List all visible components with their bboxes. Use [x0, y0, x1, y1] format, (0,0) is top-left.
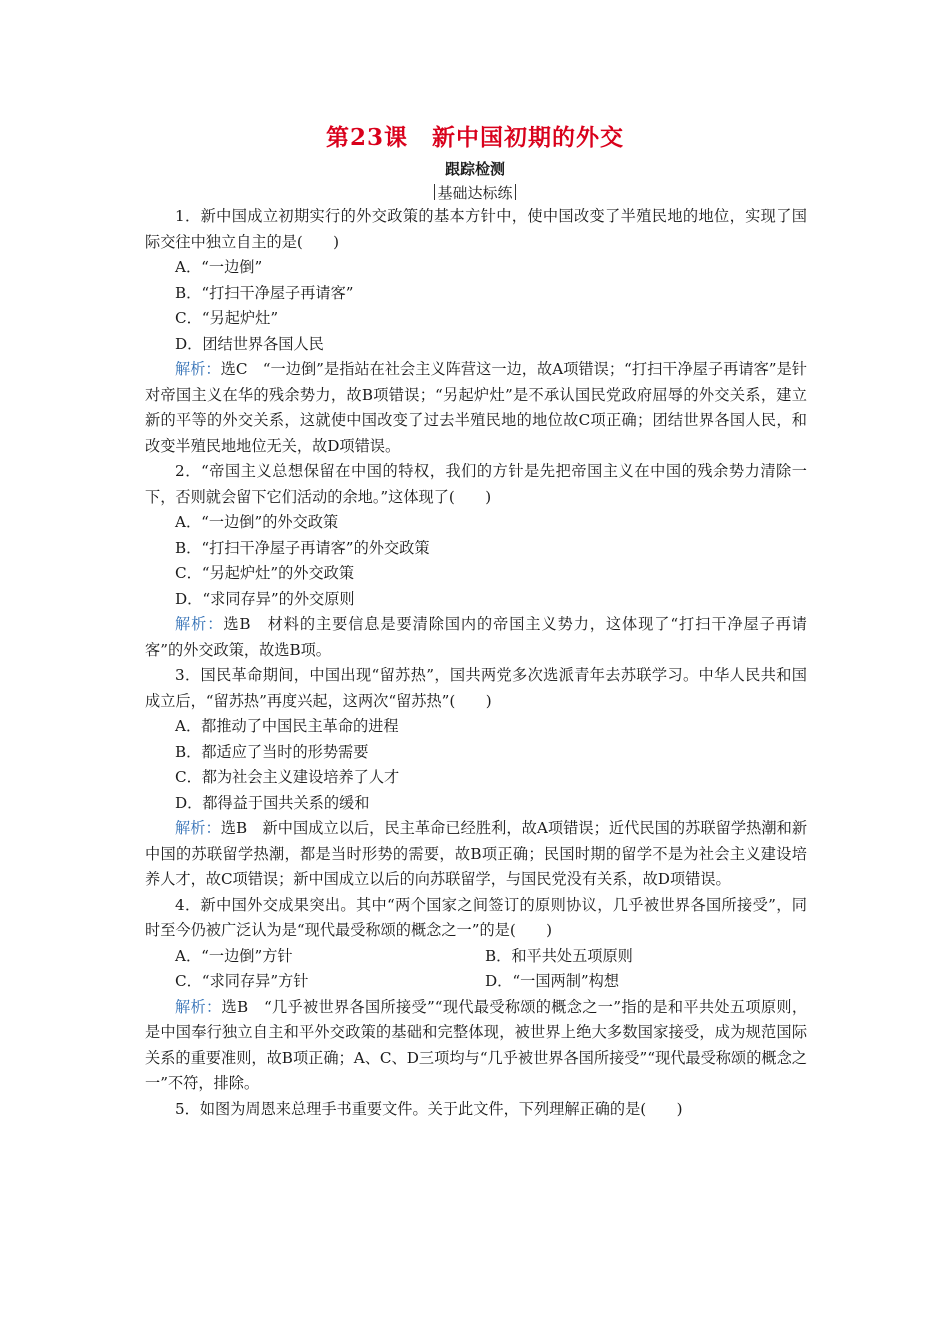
question-5-stem: 5．如图为周恩来总理手书重要文件。关于此文件，下列理解正确的是( ): [175, 1099, 683, 1118]
analysis-label: 解析：: [175, 615, 224, 633]
analysis-label: 解析：: [175, 819, 221, 837]
question-4-options-row-1: [145, 944, 807, 970]
question-2-option-d: D．“求同存异”的外交原则: [175, 589, 355, 608]
question-2-analysis: [145, 612, 807, 663]
question-4-option-d: D．“一国两制”构想: [485, 972, 620, 990]
question-3-analysis-text: 选B 新中国成立以后，民主革命已经胜利，故A项错误；近代民国的苏联留学热潮和新中国的苏联留学热潮，都是当时形势的需要，故B项正确；民国时期的留学不是为社会主义建设培养人才，故C项错误；新中国成立以后的向苏联留学，与国民党没有关系，故D项错误。: [145, 819, 808, 888]
question-4-options-row-2: [145, 969, 807, 995]
question-1-analysis-text: 选C “一边倒”是指站在社会主义阵营这一边，故A项错误；“打扫干净屋子再请客”是针对帝国主义在华的残余势力，故B项错误；“另起炉灶”是不承认国民党政府屈辱的外交关系，建立新的平等的外交关系，这就使中国改变了过去半殖民地的地位故C项正确；团结世界各国人民，和改变半殖民地地位无关，故D项错误。: [145, 360, 807, 455]
question-2-option-b: B．“打扫干净屋子再请客”的外交政策: [175, 538, 430, 557]
question-1-option-b: B．“打扫干净屋子再请客”: [175, 283, 354, 302]
question-4-analysis: [145, 995, 807, 1097]
question-2-option-a: A．“一边倒”的外交政策: [175, 513, 339, 531]
question-4-analysis-text: 选B “几乎被世界各国所接受”“现代最受称颂的概念之一”指的是和平共处五项原则，是中国奉行独立自主和平外交政策的基础和完整体现，被世界上绝大多数国家接受，成为规范国际关系的重要准则，故B项正确；A、C、D三项均与“几乎被世界各国所接受”“现代最受称颂的概念之一”不符，排除。: [145, 997, 808, 1092]
question-3-analysis: [145, 816, 807, 893]
question-3-option-a: A．都推动了中国民主革命的进程: [175, 717, 399, 735]
question-1-analysis: [145, 357, 807, 459]
question-3-option-d: D．都得益于国共关系的缓和: [175, 793, 370, 812]
question-1-option-c: C．“另起炉灶”: [175, 309, 279, 327]
question-1-stem: 1．新中国成立初期实行的外交政策的基本方针中，使中国改变了半殖民地的地位，实现了国际交往中独立自主的是( ): [145, 207, 807, 251]
section-label-text: 基础达标练: [437, 184, 513, 202]
question-3-stem: 3．国民革命期间，中国出现“留苏热”，国共两党多次选派青年去苏联学习。中华人民共和国成立后，“留苏热”再度兴起，这两次“留苏热”( ): [145, 666, 807, 710]
question-4-option-b: B．和平共处五项原则: [485, 946, 633, 965]
question-1-option-a: A．“一边倒”: [175, 258, 263, 276]
question-2-option-c: C．“另起炉灶”的外交政策: [175, 564, 355, 582]
section-bar-right: [515, 184, 516, 200]
section-bar-left: [434, 184, 435, 200]
question-3-option-c: C．都为社会主义建设培养了人才: [175, 768, 400, 786]
question-1-option-d: D．团结世界各国人民: [175, 334, 324, 353]
question-2-stem: 2．“帝国主义总想保留在中国的特权，我们的方针是先把帝国主义在中国的残余势力清除一下，否则就会留下它们活动的余地。”这体现了( ): [145, 462, 807, 506]
question-3-option-b: B．都适应了当时的形势需要: [175, 742, 369, 761]
lesson-subtitle: 跟踪检测: [444, 160, 505, 178]
question-4-stem: 4．新中国外交成果突出。其中“两个国家之间签订的原则协议，几乎被世界各国所接受”，同时至今仍被广泛认为是“现代最受称颂的概念之一”的是( ): [145, 895, 807, 939]
lesson-title: 第23课 新中国初期的外交: [325, 124, 624, 151]
question-4-option-c: C．“求同存异”方针: [175, 972, 309, 990]
question-list: [145, 204, 807, 1122]
section-label: [0, 182, 950, 203]
question-4-option-a: A．“一边倒”方针: [175, 946, 293, 965]
analysis-label: 解析：: [175, 360, 221, 378]
question-2-analysis-text: 选B 材料的主要信息是要清除国内的帝国主义势力，这体现了“打扫干净屋子再请客”的外交政策，故选B项。: [145, 615, 807, 659]
analysis-label: 解析：: [175, 997, 222, 1016]
